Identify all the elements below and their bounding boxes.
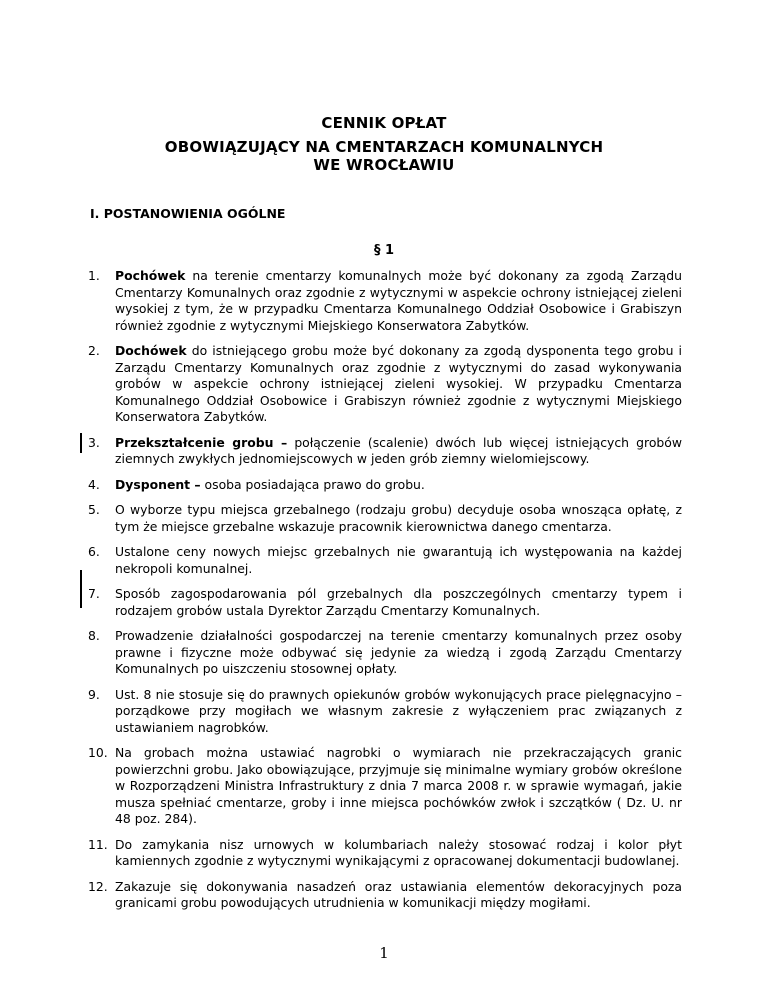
item-text: do istniejącego grobu może być dokonany za zgodą dysponenta tego grobu i Zarządu Cmentarzy Komunalnych oraz zgodnie z wytycznymi do zasad wykonywania grobów w aspekcie ochrony istniejącej zieleni wysokiej. W przypadku Cmentarza Komunalnego Oddział Osobowice i Grabiszyn również zgodnie z wytycznymi Miejskiego Konserwatora Zabytków. <box>115 343 682 424</box>
list-item <box>88 586 682 619</box>
item-text: Do zamykania nisz urnowych w kolumbariach należy stosować rodzaj i kolor płyt kamiennych zgodnie z wytycznymi wynikającymi z opracowanej dokumentacji budowlanej. <box>115 836 682 868</box>
item-text: O wyborze typu miejsca grzebalnego (rodzaju grobu) decyduje osoba wnosząca opłatę, z tym że miejsce grzebalne wskazuje pracownik kierownictwa danego cmentarza. <box>115 502 682 534</box>
list-item <box>88 268 682 334</box>
item-text: Ust. 8 nie stosuje się do prawnych opiekunów grobów wykonujących prace pielęgnacyjno – porządkowe przy mogiłach we własnym zakresie z wyłączeniem prac związanych z ustawianiem nagrobków. <box>115 686 682 735</box>
section-heading: I. POSTANOWIENIA OGÓLNE <box>90 206 286 221</box>
item-text: osoba posiadająca prawo do grobu. <box>200 476 425 492</box>
item-text: na terenie cmentarzy komunalnych może być dokonany za zgodą Zarządu Cmentarzy Komunalnych oraz zgodnie z wytycznymi w aspekcie ochrony istniejącej zieleni wysokiej z tym, że w przypadku Cmentarza Komunalnego Oddział Osobowice i Grabiszyn również zgodnie z wytycznymi Miejskiego Konserwatora Zabytków. <box>115 268 682 333</box>
document-subtitle-line2: WE WROCŁAWIU <box>313 156 455 174</box>
list-item <box>88 837 682 870</box>
list-item <box>88 745 682 828</box>
list-item <box>88 502 682 535</box>
item-number: 1. <box>88 268 100 283</box>
document-title: CENNIK OPŁAT <box>321 114 447 132</box>
provisions-list <box>88 268 682 921</box>
item-text: Zakazuje się dokonywania nasadzeń oraz ustawiania elementów dekoracyjnych poza granicami grobu powodujących utrudnienia w komunikacji między mogiłami. <box>115 878 682 910</box>
list-item <box>88 628 682 678</box>
item-number: 2. <box>88 343 100 358</box>
list-item <box>88 343 682 426</box>
item-text: Na grobach można ustawiać nagrobki o wymiarach nie przekraczających granic powierzchni grobu. Jako obowiązujące, przyjmuje się minimalne wymiary grobów określone w Rozporządzeni Ministra Infrastruktury z dnia 7 marca 2008 r. w sprawie wymagań, jakie musza spełniać cmentarze, groby i inne miejsca pochówków zwłok i szczątków ( Dz. U. nr 48 poz. 284). <box>115 745 682 826</box>
item-text: połączenie (scalenie) dwóch lub więcej istniejących grobów ziemnych zwykłych jednomiejscowych w jeden grób ziemny wielomiejscowy. <box>115 434 682 466</box>
list-item <box>88 435 682 468</box>
page-number: 1 <box>379 944 389 962</box>
list-item <box>88 477 682 494</box>
item-number: 11. <box>88 836 108 852</box>
revision-bar <box>80 433 82 453</box>
item-term: Pochówek <box>115 268 186 283</box>
item-number: 4. <box>88 476 100 492</box>
item-number: 5. <box>88 502 100 517</box>
list-item <box>88 879 682 912</box>
list-item <box>88 687 682 737</box>
item-number: 7. <box>88 586 100 601</box>
item-text: Ustalone ceny nowych miejsc grzebalnych nie gwarantują ich występowania na każdej nekropoli komunalnej. <box>115 544 682 576</box>
item-term: Dochówek <box>115 343 187 358</box>
paragraph-mark: § 1 <box>373 243 395 258</box>
item-term: Przekształcenie grobu – <box>115 434 288 450</box>
item-number: 10. <box>88 745 108 760</box>
item-text: Sposób zagospodarowania pól grzebalnych dla poszczególnych cmentarzy typem i rodzajem grobów ustala Dyrektor Zarządu Cmentarzy Komunalnych. <box>115 586 682 618</box>
item-number: 9. <box>88 686 100 702</box>
item-number: 12. <box>88 878 108 894</box>
revision-bar <box>80 570 82 608</box>
item-number: 8. <box>88 628 100 643</box>
item-text: Prowadzenie działalności gospodarczej na terenie cmentarzy komunalnych przez osoby prawne i fizyczne może odbywać się jedynie za wiedzą i zgodą Zarządu Cmentarzy Komunalnych po uiszczeniu stosownej opłaty. <box>115 628 682 676</box>
item-number: 3. <box>88 434 100 450</box>
list-item <box>88 544 682 577</box>
document-subtitle-line1: OBOWIĄZUJĄCY NA CMENTARZACH KOMUNALNYCH <box>164 138 604 156</box>
item-term: Dysponent – <box>115 476 201 492</box>
item-number: 6. <box>88 544 100 559</box>
